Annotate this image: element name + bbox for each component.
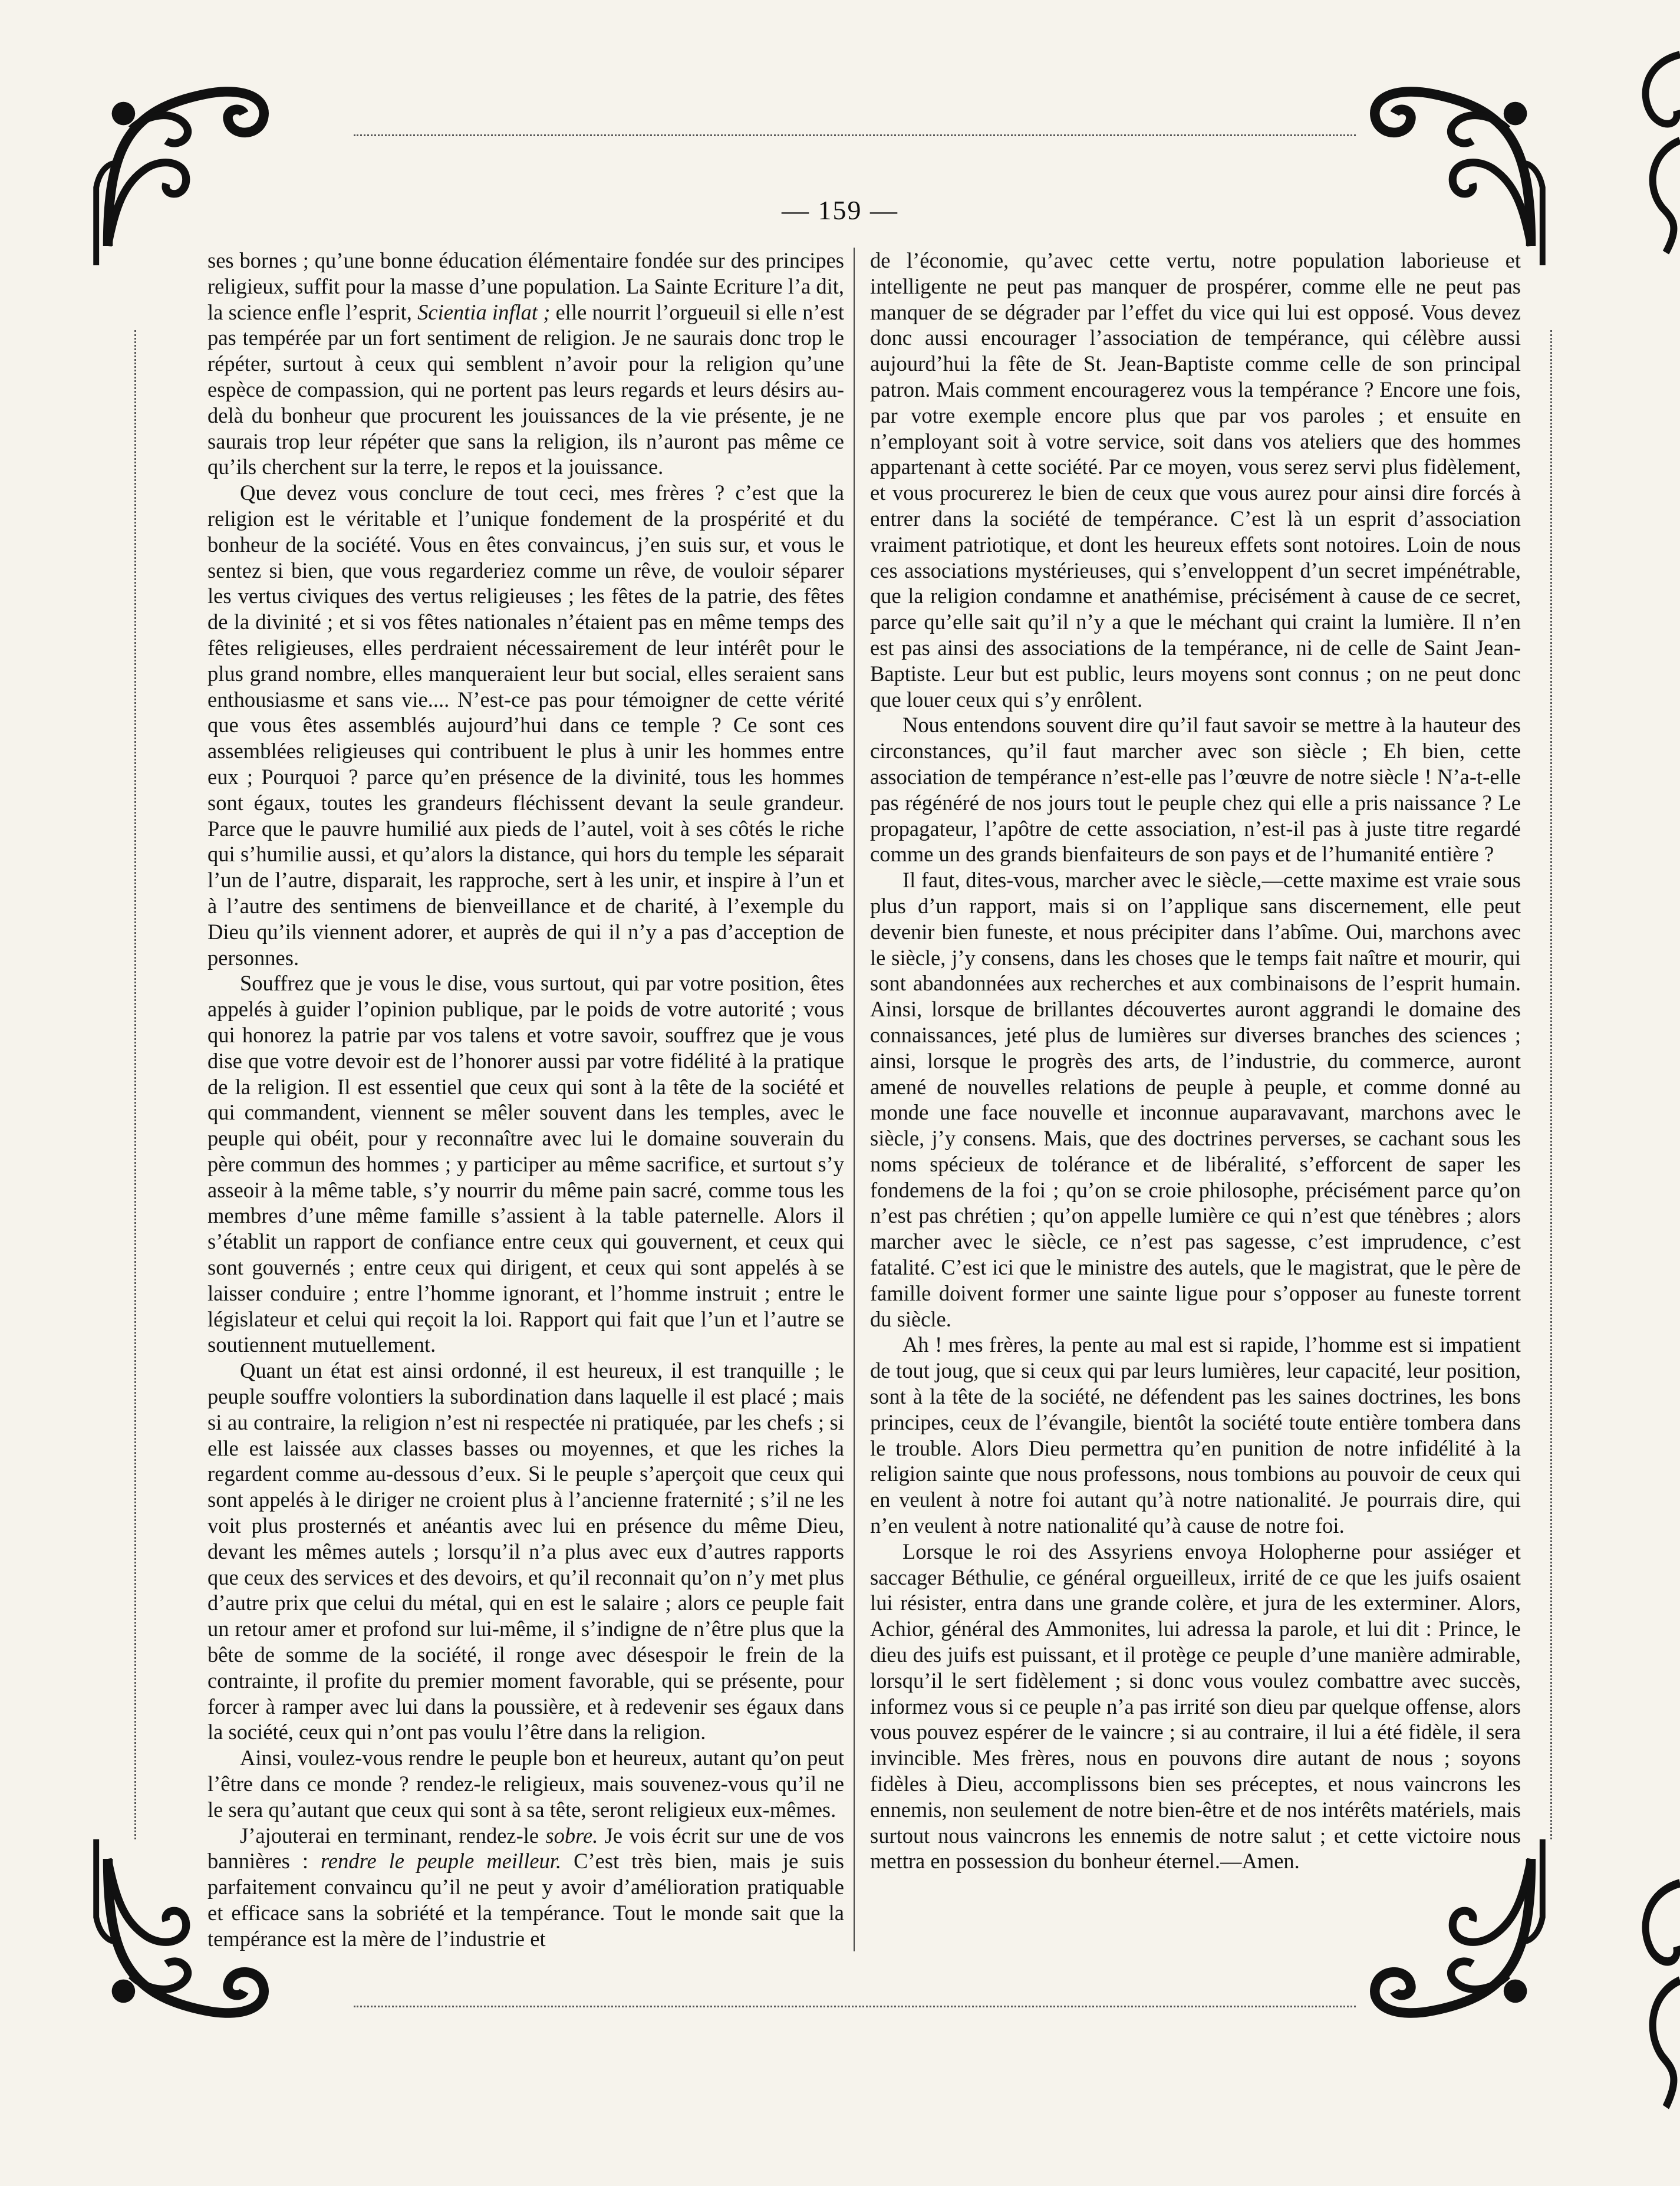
facing-page-ornament-top <box>1627 47 1680 271</box>
top-border-rule <box>354 134 1356 136</box>
latin-quote: Scientia inflat ; <box>417 299 551 324</box>
paragraph: Ainsi, voulez-vous rendre le peuple bon et heureux, autant qu’on peut l’être dans ce monde ? rendez-le religieux, mais souvenez-vous qu’il ne le sera qu’autant que ceux qui sont à sa tête, seront religieux eux-mêmes. <box>207 1746 844 1822</box>
left-border-rule <box>134 330 136 1839</box>
text-column-left <box>207 248 844 1952</box>
paragraph: Que devez vous conclure de tout ceci, mes frères ? c’est que la religion est le véritable et l’unique fondement de la prospérité et du bonheur de la société. Vous en êtes convaincus, j’en suis sur, et vous le sentez si bien, que vous regarderiez comme un rêve, de vouloir séparer les vertus civiques des vertus religieuses ; les fêtes de la patrie, des fêtes de la divinité ; et si vos fêtes nationales n’étaient pas en même temps des fêtes religieuses, elles perdraient nécessairement de leur intérêt pour le plus grand nombre, elles manqueraient leur but social, elles seraient sans enthousiasme et sans vie.... N’est-ce pas pour témoigner de cette vérité que vous êtes assemblés aujourd’hui dans ce temple ? Ce sont ces assemblées religieuses qui contribuent le plus à unir les hommes entre eux ; Pourquoi ? parce qu’en présence de la divinité, tous les hommes sont égaux, toutes les grandeurs fléchissent devant la seule grandeur. Parce que le pauvre humilié aux pieds de l’autel, voit à ses côtés le riche qui s’humilie aussi, et qu’alors la distance, qui hors du temple les séparait l’un de l’autre, disparait, les rapproche, sert à les unir, et inspire à l’un et à l’autre des sentimens de bienveillance et de charité, à l’exemple du Dieu qu’ils viennent adorer, et auprès de qui il n’y a pas d’acception de personnes. <box>207 480 844 970</box>
flourish-icon <box>1627 1875 1680 2128</box>
banner-motto: rendre le peuple meilleur. <box>321 1849 562 1874</box>
emphasis: sobre. <box>545 1823 598 1848</box>
flourish-icon <box>1627 47 1680 271</box>
flourish-icon <box>88 71 283 265</box>
paragraph: Nous entendons souvent dire qu’il faut savoir se mettre à la hauteur des circonstances, qu’il faut marcher avec son siècle ; Eh bien, cette association de tempérance n’est-elle pas l’œuvre de notre siècle ! N’a-t-elle pas régénéré de nos jours tout le peuple chez qui elle a pris naissance ? Le propagateur, l’apôtre de cette association, n’est-il pas à juste titre regardé comme un des grands bienfaiteurs de son pays et de l’humanité entière ? <box>870 713 1521 867</box>
paragraph: Ah ! mes frères, la pente au mal est si rapide, l’homme est si impatient de tout joug, que si ceux qui par leurs lumières, leur capacité, leur position, sont à la tête de la société, ne défendent pas les saines doctrines, les bons principes, ceux de l’évangile, bientôt la société toute entière tombera dans le trouble. Alors Dieu permettra qu’en punition de notre infidélité à la religion sainte que nous professons, nous tombions au pouvoir de ceux qui en veulent à notre foi autant qu’à notre nationalité. Je pourrais dire, qui n’en veulent à notre nationalité qu’à cause de notre foi. <box>870 1332 1521 1538</box>
paragraph: Quant un état est ainsi ordonné, il est heureux, il est tranquille ; le peuple souffre volontiers la subordination dans laquelle il est placé ; mais si au contraire, la religion n’est ni respectée ni pratiquée, par les chefs ; si elle est laissée aux classes basses ou moyennes, et que les riches la regardent comme au-dessous d’eux. Si le peuple s’aperçoit que ceux qui sont appelés à le diriger ne croient plus à l’ancienne fraternité ; s’il ne les voit plus prosternés et anéantis avec lui en présence du même Dieu, devant les mêmes autels ; lorsqu’il n’a plus avec eux d’autres rapports que ceux des services et des devoirs, et qu’il reconnait qu’on n’y met plus d’autre prix que celui du métal, qui en est le salaire ; alors ce peuple fait un retour amer et profond sur lui-même, il s’indigne de n’être plus que la bête de somme de la société, il ronge avec désespoir le frein de la contrainte, il profite du premier moment favorable, qui se présente, pour forcer à ramper avec lui dans la poussière, et à redevenir ses égaux dans la société, ceux qui n’ont pas voulu l’être dans la religion. <box>207 1358 844 1744</box>
page-number: — 159 — <box>782 195 898 225</box>
right-border-rule <box>1550 330 1552 1839</box>
paragraph: ses bornes ; qu’une bonne éducation élémentaire fondée sur des principes religieux, suffit pour la masse d’une population. La Sainte Ecriture l’a dit, la science enfle l’esprit, Scientia inflat ; elle nourrit l’orgueuil si elle n’est pas tempérée par un fort sentiment de religion. Je ne saurais donc trop le répéter, surtout à ceux qui semblent n’avoir pour la religion qu’une espèce de compassion, qui ne portent pas leurs regards et leurs désirs au-delà du bonheur que procurent les jouissances de la vie présente, je ne saurais trop leur répéter que sans la religion, ils n’auront pas même ce qu’ils cherchent sur la terre, le repos et la jouissance. <box>207 248 845 479</box>
flourish-icon <box>1356 71 1550 265</box>
facing-page-ornament-bottom <box>1627 1875 1680 2128</box>
corner-ornament-top-right <box>1356 71 1550 265</box>
corner-ornament-top-left <box>88 71 283 265</box>
column-divider <box>854 248 855 1951</box>
paragraph: Souffrez que je vous le dise, vous surtout, qui par votre position, êtes appelés à guider l’opinion publique, par le poids de votre autorité ; vous qui honorez la patrie par vos talens et votre savoir, souffrez que je vous dise que votre devoir est de l’honorer aussi par votre fidélité à la pratique de la religion. Il est essentiel que ceux qui sont à la tête de la société et qui commandent, viennent se mêler souvent dans les temples, avec le peuple qui obéit, pour y reconnaître avec lui le domaine souverain du père commun des hommes ; y participer au même sacrifice, et surtout s’y asseoir à la même table, s’y nourrir du même pain sacré, comme tous les membres d’une même famille s’assient à la table paternelle. Alors il s’établit un rapport de confiance entre ceux qui gouvernent, et ceux qui sont gouvernés ; entre ceux qui dirigent, et ceux qui sont appelés à se laisser conduire ; entre l’homme ignorant, et l’homme instruit ; entre le législateur et celui qui reçoit la loi. Rapport qui fait que l’un et l’autre se soutiennent mutuellement. <box>207 971 844 1357</box>
paragraph: Il faut, dites-vous, marcher avec le siècle,—cette maxime est vraie sous plus d’un rapport, mais si on l’applique sans discernement, elle peut devenir bien funeste, et nous précipiter dans l’abîme. Oui, marchons avec le siècle, j’y consens, dans les choses que le temps fait naître et mourir, qui sont abandonnées aux recherches et aux combinaisons de l’esprit humain. Ainsi, lorsque de brillantes découvertes auront aggrandi le domaine des connaissances, jeté plus de lumières sur diverses branches des sciences ; ainsi, lorsque le progrès des arts, de l’industrie, du commerce, auront amené de nouvelles relations de peuple à peuple, et comme donné au monde une face nouvelle et inconnue auparavavant, marchons avec le siècle, j’y consens. Mais, que des doctrines perverses, se cachant sous les noms spécieux de tolérance et de libéralité, s’efforcent de saper les fondemens de la foi ; qu’on se croie philosophe, précisément parce qu’on n’est pas chrétien ; qu’on appelle lumière ce qui n’est que ténèbres ; alors marcher avec le siècle, ce n’est pas sagesse, c’est imprudence, c’est fatalité. C’est ici que le ministre des autels, que le magistrat, que le père de famille doivent former une sainte ligue pour s’opposer au funeste torrent du siècle. <box>870 868 1521 1331</box>
text-column-right <box>870 248 1521 1874</box>
paragraph: de l’économie, qu’avec cette vertu, notre population laborieuse et intelligente ne peut pas manquer de prospérer, comme elle ne peut pas manquer de se dégrader par l’effet du vice qui lui est opposé. Vous devez donc aussi encourager l’association de tempérance, qui célèbre aussi aujourd’hui la fête de St. Jean-Baptiste comme celle de son principal patron. Mais comment encouragerez vous la tempérance ? Encore une fois, par votre exemple encore plus que par vos paroles ; et ensuite en n’employant soit à votre service, soit dans vos ateliers que des hommes appartenant à cette société. Par ce moyen, vous serez servi plus fidèlement, et vous procurerez le bien de ceux que vous aurez pour ainsi dire forcés à entrer dans la société de tempérance. C’est là un esprit d’association vraiment patriotique, et dont les heureux effets sont notoires. Loin de nous ces associations mystérieuses, qui s’enveloppent d’un secret impénétrable, que la religion condamne et anathémise, précisément à cause de ce secret, parce qu’elle sait qu’il n’y a que le méchant qui craint la lumière. Il n’en est pas ainsi des associations de la tempérance, ni de celle de Saint Jean-Baptiste. Leur but est public, leurs moyens sont connus ; on ne peut donc que louer ceux qui s’y enrôlent. <box>870 248 1521 712</box>
bottom-border-rule <box>354 2006 1356 2007</box>
paragraph: J’ajouterai en terminant, rendez-le sobre. Je vois écrit sur une de vos bannières : rendre le peuple meilleur. C’est très bien, mais je suis parfaitement convaincu qu’il ne peut y avoir d’amélioration pratiquable et efficace sans la sobriété et la tempérance. Tout le monde sait que la tempérance est la mère de l’industrie et <box>207 1823 845 1951</box>
paragraph: Lorsque le roi des Assyriens envoya Holopherne pour assiéger et saccager Béthulie, ce général orgueilleux, irrité de ce que les juifs osaient lui résister, entra dans une grande colère, et jura de les exterminer. Alors, Achior, général des Ammonites, lui adressa la parole, et lui dit : Prince, le dieu des juifs est puissant, et il protège ce peuple d’une manière admirable, lorsqu’il le sert fidèlement ; si donc vous voulez combattre avec succès, informez vous si ce peuple n’a pas irrité son dieu par quelque offense, alors vous pouvez espérer de le vaincre ; si au contraire, il lui a été fidèle, il sera invincible. Mes frères, nous en pouvons dire autant de nous ; soyons fidèles à Dieu, accomplissons bien ses préceptes, et nous vaincrons les ennemis, non seulement de notre bien-être et de nos intérêts matériels, mais surtout nous vaincrons les ennemis de notre salut ; et cette victoire nous mettra en possession du bonheur éternel.—Amen. <box>870 1539 1521 1874</box>
